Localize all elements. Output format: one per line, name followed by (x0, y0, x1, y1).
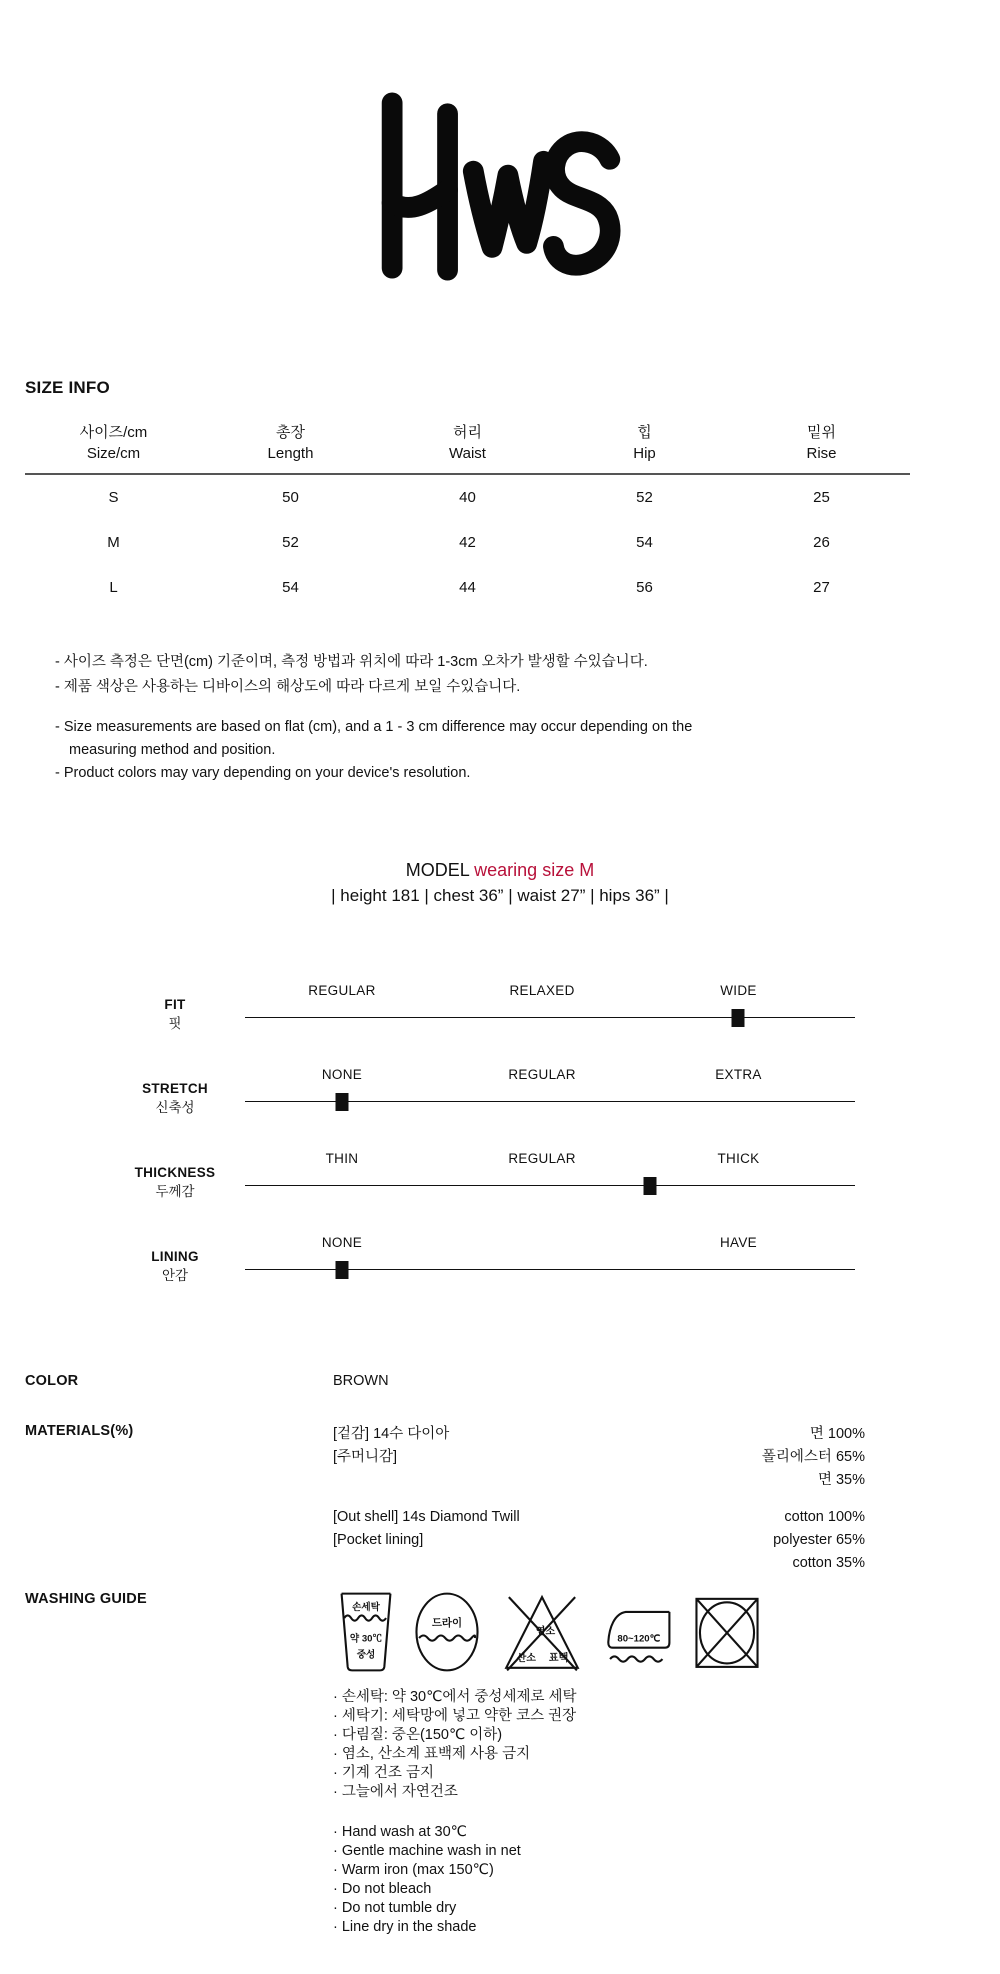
model-label: MODEL (405, 860, 470, 880)
materials-row (25, 1423, 865, 1575)
washing-instruction: · 그늘에서 자연건조 (333, 1783, 865, 1802)
scale-marker (335, 1093, 348, 1111)
note-line: - Size measurements are based on flat (cm), and a 1 - 3 cm difference may occur depending on the measuring method and position. (55, 719, 693, 758)
scale-option: EXTRA (715, 1067, 762, 1082)
fit-track (245, 1147, 855, 1231)
model-wearing-size: wearing size M (474, 860, 595, 880)
scale-option: REGULAR (508, 1151, 576, 1166)
care-symbols (333, 1591, 865, 1673)
size-info-title: SIZE INFO (25, 378, 110, 397)
washing-instruction: · 염소, 산소계 표백제 사용 금지 (333, 1745, 865, 1764)
do-not-bleach-icon (495, 1591, 589, 1673)
table-cell: 27 (813, 579, 830, 596)
material-item: [Pocket lining] (333, 1532, 424, 1548)
table-cell: 44 (459, 579, 476, 596)
scale-option: THICK (717, 1151, 760, 1166)
svg-text:염소: 염소 (535, 1626, 556, 1638)
washing-guide-label: WASHING GUIDE (25, 1591, 147, 1607)
note-line: - Product colors may vary depending on your device's resolution. (55, 765, 471, 781)
svg-text:표백: 표백 (548, 1652, 569, 1664)
materials-fabric-names (333, 1423, 762, 1575)
fit-chart (0, 979, 1000, 1315)
color-value: BROWN (333, 1373, 389, 1389)
table-row-l-size: L (109, 579, 118, 596)
col-header-hip: 힙 Hip (633, 424, 656, 462)
fit-track (245, 979, 855, 1063)
scale-option: REGULAR (308, 983, 376, 998)
svg-text:손세탁: 손세탁 (352, 1602, 380, 1614)
table-row-m-size: M (107, 534, 120, 551)
scale-option: WIDE (720, 983, 757, 998)
scale-option: THIN (325, 1151, 359, 1166)
table-cell: 54 (636, 534, 653, 551)
scale-option: HAVE (720, 1235, 757, 1250)
size-notes-english (55, 716, 745, 785)
model-title (0, 857, 1000, 883)
note-line: - 제품 색상은 사용하는 디바이스의 해상도에 따라 다르게 보일 수있습니다. (55, 678, 521, 695)
washing-instructions-english (333, 1823, 865, 1937)
table-cell: 40 (459, 489, 476, 506)
table-cell: 42 (459, 534, 476, 551)
scale-line (245, 1017, 855, 1018)
washing-guide-content (333, 1591, 865, 1937)
scale-option: NONE (321, 1235, 363, 1250)
material-item: [주머니감] (333, 1449, 398, 1465)
model-measurements: | height 181 | chest 36” | waist 27” | hips 36” | (331, 886, 669, 905)
washing-instruction: · Do not tumble dry (333, 1899, 865, 1918)
table-cell: 56 (636, 579, 653, 596)
fit-row-label: THICKNESS 두께감 (134, 1165, 216, 1199)
table-cell: 52 (282, 534, 299, 551)
washing-instruction: · 다림질: 중온(150℃ 이하) (333, 1726, 865, 1745)
scale-marker (335, 1261, 348, 1279)
col-header-length: 총장 Length (267, 424, 314, 462)
material-item: [Out shell] 14s Diamond Twill (333, 1509, 520, 1525)
do-not-tumble-dry-icon (687, 1591, 767, 1673)
size-notes-korean (55, 650, 1000, 699)
washing-guide-row (25, 1591, 865, 1937)
material-percentage: 면 100% (809, 1426, 865, 1442)
table-cell: 25 (813, 489, 830, 506)
note-line: - 사이즈 측정은 단면(cm) 기준이며, 측정 방법과 위치에 따라 1-3cm 오차가 발생할 수있습니다. (55, 654, 648, 670)
scale-line (245, 1185, 855, 1186)
size-table (25, 422, 910, 610)
scale-option: REGULAR (508, 1067, 576, 1082)
dry-clean-icon (408, 1591, 486, 1673)
material-percentage: polyester 65% (773, 1532, 865, 1548)
brand-logo (0, 92, 1000, 282)
svg-text:중성: 중성 (356, 1649, 376, 1661)
svg-text:약 30℃: 약 30℃ (349, 1633, 383, 1645)
material-percentage: cotton 35% (792, 1555, 865, 1571)
table-cell: 54 (282, 579, 299, 596)
washing-instruction: · Warm iron (max 150℃) (333, 1861, 865, 1880)
hws-logo-icon (375, 92, 625, 282)
size-table-header (25, 422, 910, 475)
fit-row-lining (0, 1231, 1000, 1315)
fit-row-label: LINING 안감 (151, 1249, 199, 1283)
table-cell: 26 (813, 534, 830, 551)
washing-instruction: · 세탁기: 세탁망에 넣고 약한 코스 권장 (333, 1707, 865, 1726)
fit-row-label: STRETCH 신축성 (142, 1081, 208, 1115)
color-row (25, 1373, 865, 1389)
materials-percentages (762, 1423, 865, 1575)
svg-text:80~120℃: 80~120℃ (617, 1633, 661, 1645)
scale-option: RELAXED (509, 983, 575, 998)
table-cell: 52 (636, 489, 653, 506)
svg-text:산소: 산소 (516, 1652, 536, 1664)
washing-instruction: · 기계 건조 금지 (333, 1764, 865, 1783)
washing-instruction: · Do not bleach (333, 1880, 865, 1899)
table-cell: 50 (282, 489, 299, 506)
washing-instruction: · Line dry in the shade (333, 1918, 865, 1937)
washing-instructions-korean (333, 1688, 865, 1802)
washing-instruction: · Gentle machine wash in net (333, 1842, 865, 1861)
col-header-size: 사이즈/cm Size/cm (79, 424, 148, 462)
svg-text:드라이: 드라이 (431, 1617, 463, 1629)
material-item: [겉감] 14수 다이아 (333, 1426, 450, 1442)
model-info (0, 857, 1000, 909)
table-row-s-size: S (108, 489, 119, 506)
material-percentage: cotton 100% (784, 1509, 865, 1525)
size-table-body (25, 475, 910, 610)
col-header-rise: 밑위 Rise (806, 424, 837, 462)
hand-wash-icon (333, 1591, 399, 1673)
col-header-waist: 허리 Waist (449, 424, 486, 462)
materials-content (333, 1423, 865, 1575)
washing-instruction: · Hand wash at 30℃ (333, 1823, 865, 1842)
scale-marker (644, 1177, 657, 1195)
fit-track (245, 1231, 855, 1315)
material-percentage: 면 35% (817, 1472, 865, 1488)
fit-row-thickness (0, 1147, 1000, 1231)
scale-marker (732, 1009, 745, 1027)
fit-row-stretch (0, 1063, 1000, 1147)
material-percentage: 폴리에스터 65% (761, 1449, 865, 1465)
materials-label: MATERIALS(%) (25, 1423, 134, 1439)
iron-icon (598, 1591, 678, 1673)
fit-row-label: FIT 핏 (164, 997, 186, 1031)
scale-option: NONE (321, 1067, 363, 1082)
fit-track (245, 1063, 855, 1147)
fit-row-fit (0, 979, 1000, 1063)
color-label: COLOR (25, 1373, 79, 1389)
washing-instruction: · 손세탁: 약 30℃에서 중성세제로 세탁 (333, 1688, 865, 1707)
